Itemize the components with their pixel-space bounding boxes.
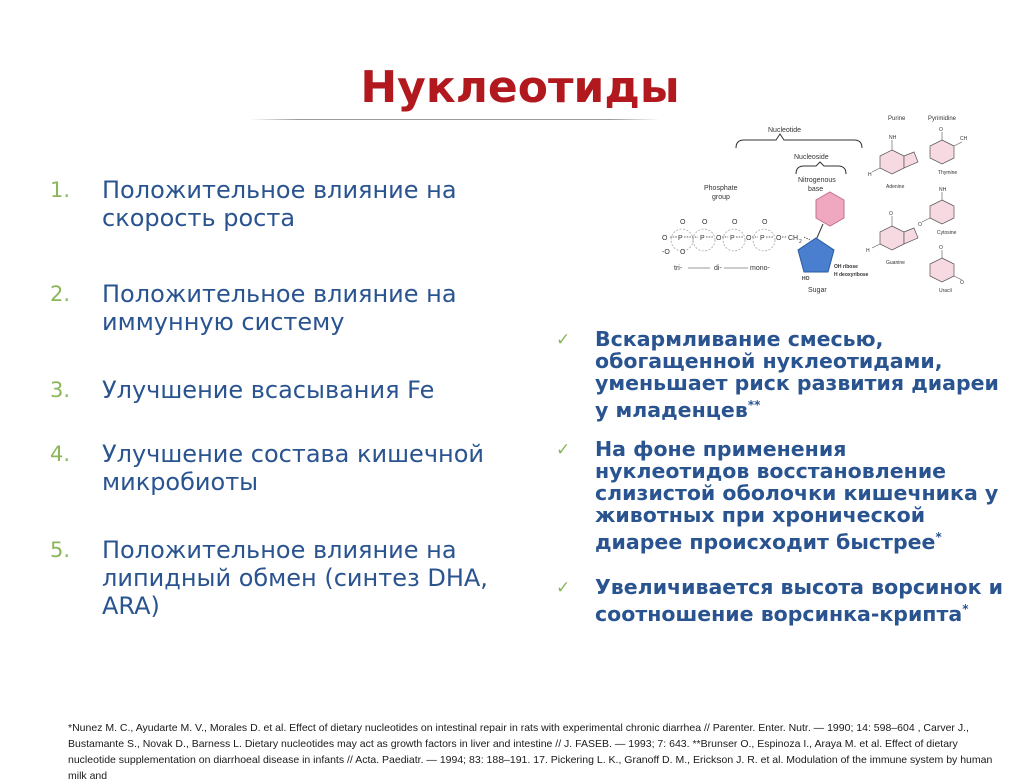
svg-text:NH: NH xyxy=(939,187,947,193)
list-text: Положительное влияние на скорость роста xyxy=(102,176,457,232)
adenine-label: Adenine xyxy=(886,184,905,190)
svg-text:P: P xyxy=(730,235,735,242)
adenine-ring-2 xyxy=(904,152,918,168)
svg-text:O: O xyxy=(716,235,722,242)
list-text: Положительное влияние на липидный обмен (синтез DHA, ARA) xyxy=(102,536,488,620)
adenine-ring xyxy=(880,150,904,174)
pyrimidine-label: Pyrimidine xyxy=(928,116,957,122)
svg-text:O: O xyxy=(746,235,752,242)
checkmark-icon: ✓ xyxy=(556,330,571,350)
svg-text:O: O xyxy=(680,249,686,256)
nucleoside-label: Nucleoside xyxy=(794,154,829,161)
svg-text:O: O xyxy=(939,245,943,251)
phosphate-chain xyxy=(662,219,802,256)
sugar-shape xyxy=(798,238,834,272)
svg-text:O: O xyxy=(762,219,768,226)
finding-text: Увеличивается высота ворсинок и соотношение ворсинка-крипта* xyxy=(595,575,1004,626)
cytosine-label: Cytosine xyxy=(937,230,957,236)
svg-text:P: P xyxy=(678,235,683,242)
checkmark-icon: ✓ xyxy=(556,578,571,598)
svg-text:O: O xyxy=(702,219,708,226)
footnote-mark: * xyxy=(935,530,942,544)
nucleotide-structure-diagram xyxy=(658,106,990,302)
nucleotide-label: Nucleotide xyxy=(768,127,802,134)
mono-label: mono- xyxy=(750,265,770,272)
svg-text:O: O xyxy=(918,222,922,228)
ribose-label: OH ribose xyxy=(834,264,858,270)
list-text: Положительное влияние на иммунную систему xyxy=(102,280,457,336)
svg-text:O: O xyxy=(939,127,943,133)
svg-text:HO: HO xyxy=(802,276,810,282)
page-title: Нуклеотиды xyxy=(360,62,680,113)
sugar-label: Sugar xyxy=(808,287,827,294)
svg-text:H: H xyxy=(868,172,872,178)
list-number: 2. xyxy=(50,282,71,306)
footnote-mark: ** xyxy=(747,398,761,412)
svg-text:NH: NH xyxy=(889,135,897,141)
phosphate-label: Phosphate xyxy=(704,185,738,192)
list-text: Улучшение состава кишечной микробиоты xyxy=(102,440,484,496)
guanine-ring-2 xyxy=(904,228,918,244)
nitrogenous-base-label: Nitrogenous xyxy=(798,177,836,184)
svg-text:2: 2 xyxy=(799,239,802,245)
finding-text: На фоне применения нуклеотидов восстановление слизистой оболочки кишечника у животных при хронической диарее происходит быстрее* xyxy=(595,437,999,554)
svg-text:CH: CH xyxy=(960,136,968,142)
title-divider xyxy=(250,119,660,120)
svg-text:O: O xyxy=(960,280,964,286)
purine-label: Purine xyxy=(888,116,906,122)
glycosidic-bond xyxy=(816,224,823,240)
svg-text:O: O xyxy=(680,219,686,226)
nitrogenous-base-shape xyxy=(816,192,844,226)
finding-text: Вскармливание смесью, обогащенной нуклеотидами, уменьшает риск развития диареи у младенцев** xyxy=(595,327,999,422)
uracil-label: Uracil xyxy=(939,288,952,294)
di-label: di- xyxy=(714,265,722,272)
svg-text:O: O xyxy=(776,235,782,242)
guanine-ring xyxy=(880,226,904,250)
thymine-label: Thymine xyxy=(938,170,958,176)
list-number: 5. xyxy=(50,538,71,562)
uracil-ring xyxy=(930,258,954,282)
svg-text:P: P xyxy=(760,235,765,242)
list-text: Улучшение всасывания Fe xyxy=(102,376,435,404)
nucleoside-brace xyxy=(796,162,846,174)
deoxyribose-label: H deoxyribose xyxy=(834,272,869,278)
footnote-mark: * xyxy=(962,602,969,616)
checkmark-icon: ✓ xyxy=(556,440,571,460)
list-number: 3. xyxy=(50,378,71,402)
list-number: 1. xyxy=(50,178,71,202)
svg-text:O: O xyxy=(732,219,738,226)
tri-label: tri- xyxy=(674,265,683,272)
svg-text:O: O xyxy=(889,211,893,217)
guanine-label: Guanine xyxy=(886,260,905,266)
cytosine-ring xyxy=(930,200,954,224)
svg-text:O: O xyxy=(662,235,668,242)
nucleotide-brace xyxy=(736,134,862,148)
svg-text:H: H xyxy=(866,248,870,254)
references-footnote: *Nunez M. C., Ayudarte M. V., Morales D. et al. Effect of dietary nucleotides on intestinal repair in rats with experimental chronic diarrhea // Parenter. Enter. Nutr. — 1990; 14: 598–604 , Carver J., Bustamante S., Novak D., Barness L. Dietary nucleotides may act as growth factors in liver and intestine // J. FASEB. — 1993; 7: 643. **Brunser O., Espinoza I., Araya M. et al. Effect of dietary nucleotide supplementation on diarrhoeal disease in infants // Acta. Paediatr. — 1994; 83: 188–191. 17. Pickering L. K., Granoff D. M., Erickson J. R. et al. Modulation of the immune system by human milk and xyxy=(68,722,993,782)
list-number: 4. xyxy=(50,442,71,466)
thymine-ring xyxy=(930,140,954,164)
svg-text:CH: CH xyxy=(788,235,799,242)
svg-text:-O: -O xyxy=(662,249,670,256)
svg-text:P: P xyxy=(700,235,705,242)
nitrogenous-base-label-2: base xyxy=(808,186,824,193)
phosphate-label-2: group xyxy=(712,194,730,201)
